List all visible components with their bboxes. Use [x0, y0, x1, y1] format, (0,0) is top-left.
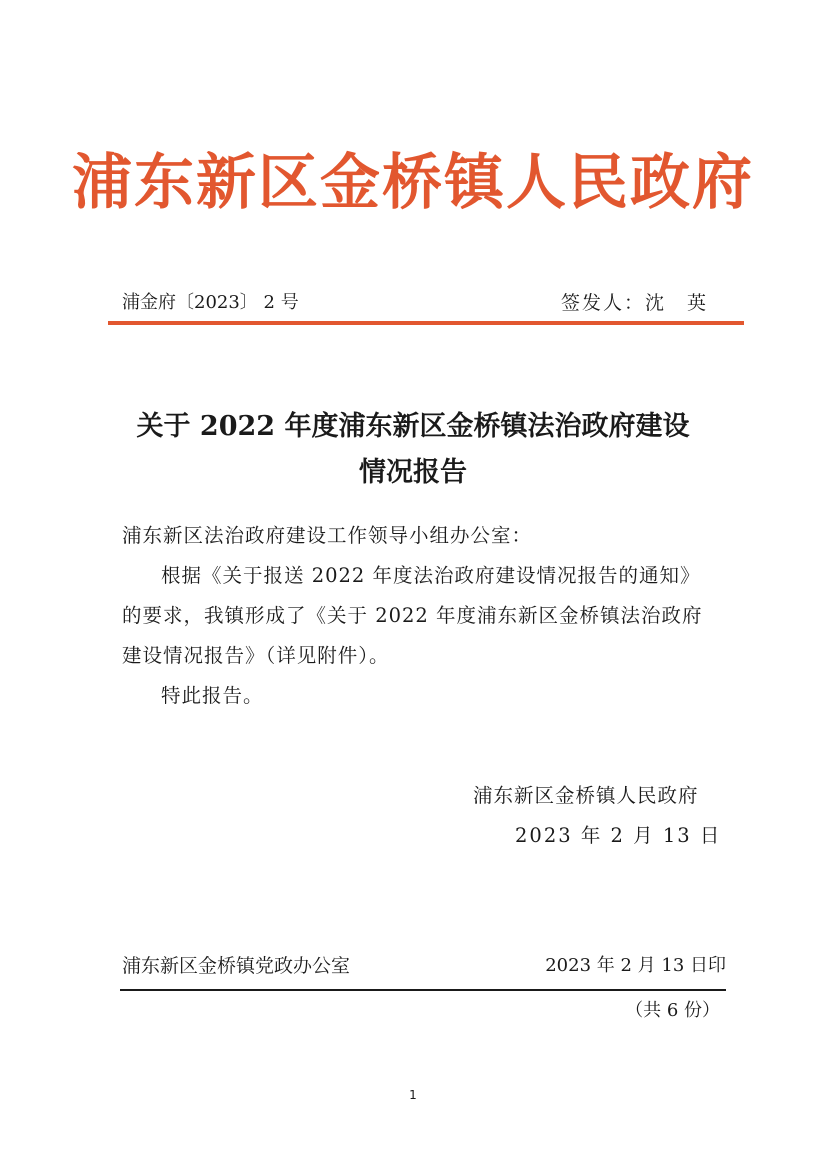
document-title-line-2: 情况报告: [359, 457, 467, 488]
body-paragraph-line-3: 建设情况报告》（详见附件）。: [122, 644, 390, 667]
footer-rule: [120, 989, 726, 991]
red-separator-rule: [108, 321, 744, 325]
issuing-authority-title: 浦东新区金桥镇人民政府: [72, 148, 754, 218]
signer: 签发人：沈 英: [560, 292, 708, 314]
footer-issuer: 浦东新区金桥镇党政办公室: [122, 955, 351, 977]
document-title: [0, 404, 826, 496]
copy-count: （共 6 份）: [625, 1000, 720, 1021]
page-number: 1: [409, 1088, 417, 1102]
document-number: 浦金府〔2023〕 2 号: [122, 292, 299, 313]
document-title-line-1: 关于 2022 年度浦东新区金桥镇法治政府建设: [136, 411, 690, 442]
body-paragraph: [161, 556, 701, 596]
recipient: 浦东新区法治政府建设工作领导小组办公室：: [122, 524, 533, 547]
closing-phrase: 特此报告。: [161, 684, 264, 707]
signature-date: 2023 年 2 月 13 日: [515, 824, 722, 847]
footer-print-date: 2023 年 2 月 13 日印: [545, 955, 726, 976]
body-paragraph-line-1: 根据《关于报送 2022 年度法治政府建设情况报告的通知》: [161, 564, 701, 587]
body-paragraph-line-2: 的要求，我镇形成了《关于 2022 年度浦东新区金桥镇法治政府: [122, 604, 703, 627]
signature-organization: 浦东新区金桥镇人民政府: [473, 784, 699, 807]
body-paragraph-cont: [122, 596, 703, 676]
